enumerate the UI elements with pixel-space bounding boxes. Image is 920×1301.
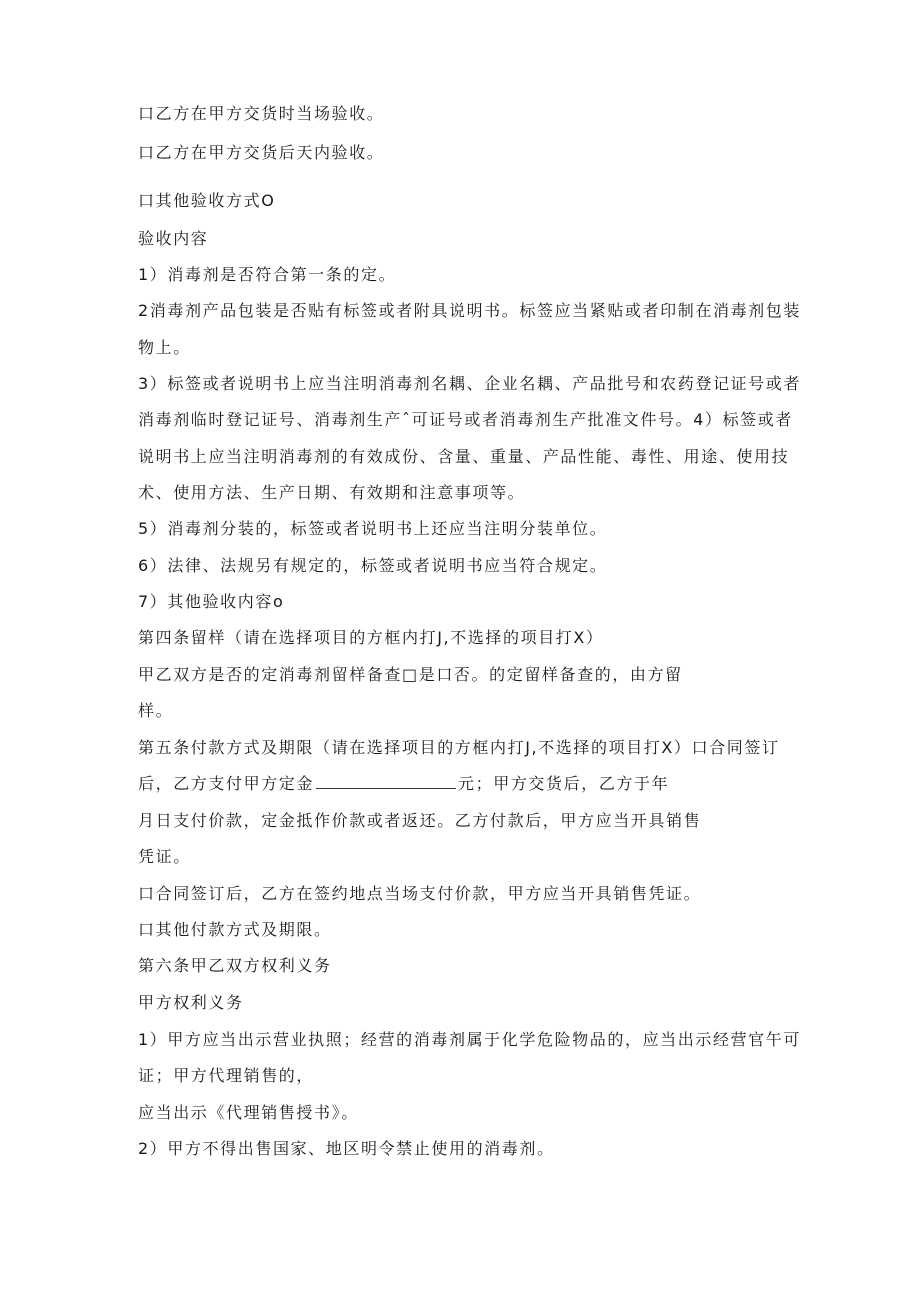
text-line: 2）甲方不得出售国家、地区明令禁止使用的消毒剂。 <box>138 1139 555 1158</box>
text-line: 甲方权利义务 <box>138 993 244 1012</box>
text-line: 甲乙双方是否的定消毒剂留样备查□是口否。的定留样备查的，由方留 <box>138 665 683 684</box>
text-line: 术、使用方法、生产日期、有效期和注意事项等。 <box>138 483 526 502</box>
text-line: 第四条留样（请在选择项目的方框内打J,不选择的项目打X） <box>138 628 604 647</box>
text-line: 说明书上应当注明消毒剂的有效成份、含量、重量、产品性能、毒性、用途、使用技 <box>138 447 790 466</box>
text-line: 7）其他验收内容o <box>138 592 285 611</box>
text-line: 3）标签或者说明书上应当注明消毒剂名耦、企业名耦、产品批号和农药登记证号或者 <box>138 374 801 393</box>
text-line: 口乙方在甲方交货时当场验收。 <box>138 104 385 123</box>
text-line: 物上。 <box>138 338 191 357</box>
text-line: 验收内容 <box>138 229 209 248</box>
text-line-with-blank <box>138 774 669 794</box>
text-line: 口其他付款方式及期限。 <box>138 920 332 939</box>
text-line: 消毒剂临时登记证号、消毒剂生产ˆ可证号或者消毒剂生产批准文件号。4）标签或者 <box>138 410 793 429</box>
text-line: 5）消毒剂分装的，标签或者说明书上还应当注明分装单位。 <box>138 519 608 538</box>
text-line: 证；甲方代理销售的， <box>138 1066 315 1085</box>
text-segment: 后，乙方支付甲方定金 <box>138 774 315 793</box>
text-line: 2消毒剂产品包装是否贴有标签或者附具说明书。标签应当紧贴或者印制在消毒剂包装 <box>138 301 801 320</box>
text-line: 样。 <box>138 701 174 720</box>
text-line: 1）甲方应当出示营业执照；经营的消毒剂属于化学危险物品的，应当出示经营官午可 <box>138 1030 801 1049</box>
text-line: 口合同签订后，乙方在签约地点当场支付价款，甲方应当开具销售凭证。 <box>138 884 702 903</box>
text-line: 6）法律、法规另有规定的，标签或者说明书应当符合规定。 <box>138 556 608 575</box>
text-segment: 元；甲方交货后，乙方于年 <box>458 774 670 793</box>
text-line: 第六条甲乙双方权利义务 <box>138 956 332 975</box>
text-line: 第五条付款方式及期限（请在选择项目的方框内打J,不选择的项目打X）口合同签订 <box>138 738 780 757</box>
text-line: 凭证。 <box>138 847 191 866</box>
text-line: 口乙方在甲方交货后天内验收。 <box>138 143 385 162</box>
text-line: 口其他验收方式O <box>138 191 276 210</box>
text-line: 月日支付价款，定金抵作价款或者返还。乙方付款后，甲方应当开具销售 <box>138 811 702 830</box>
text-line: 应当出示《代理销售授书》。 <box>138 1103 359 1122</box>
text-line: 1）消毒剂是否符合第一条的定。 <box>138 265 397 284</box>
deposit-amount-blank <box>316 774 456 789</box>
